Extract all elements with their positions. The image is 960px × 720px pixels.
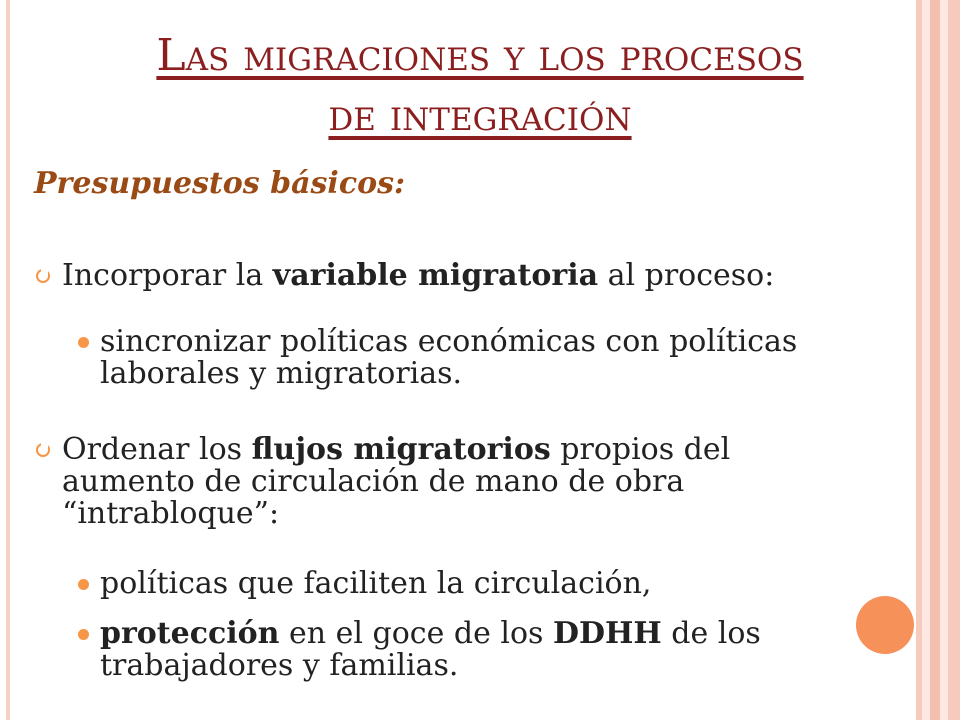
decorative-circle [856,596,914,654]
dot-bullet-icon [78,579,89,590]
sub-item-text: de los trabajadores y familias. [100,616,761,683]
stripe [948,0,960,720]
sub-item-bold-text: DDHH [552,616,662,651]
title-line-2: de integración [328,90,632,141]
bullet-item-2 [62,434,842,530]
sub-bullet-item-3 [100,618,850,682]
slide-subtitle: Presupuestos básicos: [34,166,406,201]
item-bold-text: variable migratoria [272,258,599,293]
sub-bullet-item-1 [100,326,860,390]
title-line-1: Las migraciones y los procesos [156,30,804,81]
sub-bullet-item-2 [100,568,860,600]
stripe [930,0,940,720]
item-text: Ordenar los [62,432,252,467]
stripe [940,0,948,720]
bullet-icon [36,443,50,457]
dot-bullet-icon [78,337,89,348]
dot-bullet-icon [78,629,89,640]
stripe [922,0,930,720]
item-text: propios del aumento de circulación de mano de obra “intrabloque”: [62,432,731,531]
item-bold-text: flujos migratorios [251,432,551,467]
bullet-icon [36,269,50,283]
bullet-item-1 [62,260,862,292]
item-text: Incorporar la [62,258,273,293]
decorative-stripes [916,0,960,720]
slide-title [40,26,920,146]
left-frame-line [6,0,10,720]
item-text: al proceso: [598,258,775,293]
sub-item-text: sincronizar políticas económicas con políticas laborales y migratorias. [100,324,798,391]
sub-item-text: políticas que faciliten la circulación, [100,566,652,601]
sub-item-bold-text: protección [100,616,280,651]
sub-item-text: en el goce de los [279,616,553,651]
